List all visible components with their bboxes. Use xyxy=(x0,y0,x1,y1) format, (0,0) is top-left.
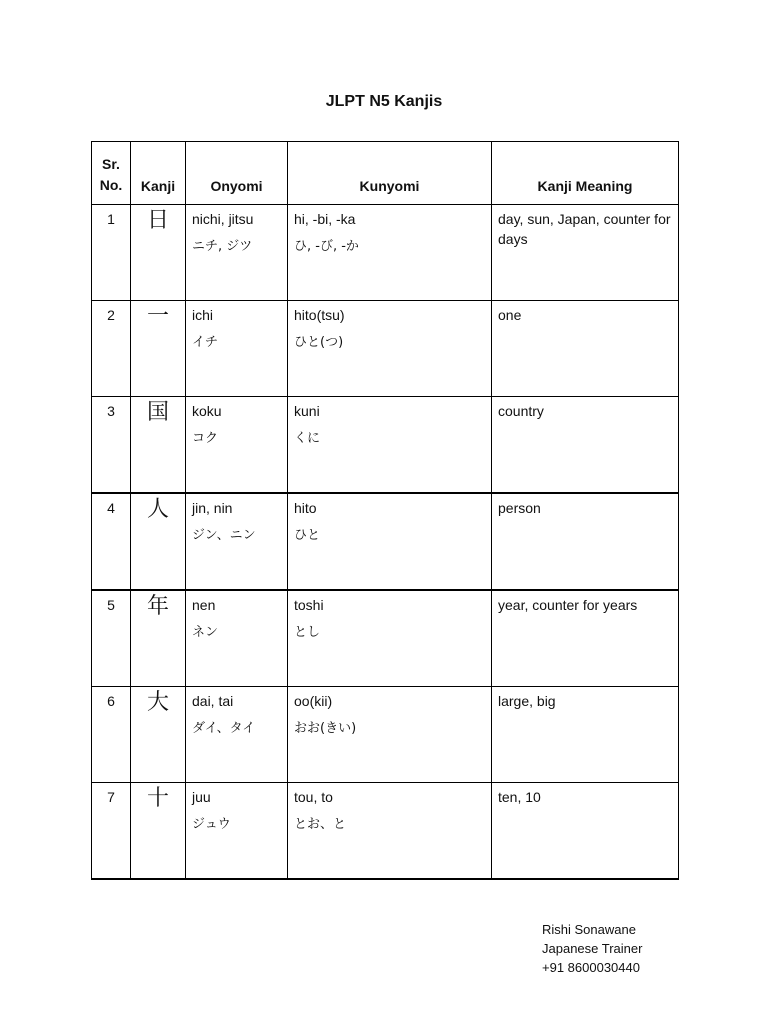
kunyomi-cell xyxy=(288,783,492,880)
kanji-table xyxy=(91,141,679,880)
meaning-cell: one xyxy=(492,301,679,397)
onyomi-kana: コク xyxy=(192,431,219,446)
kanji-character: 人 xyxy=(131,493,186,590)
kanji-character: 大 xyxy=(131,687,186,783)
onyomi-kana: ネン xyxy=(192,625,219,640)
kunyomi-kana: くに xyxy=(294,431,321,446)
kunyomi-cell xyxy=(288,301,492,397)
onyomi-romaji: nen xyxy=(192,597,216,613)
kunyomi-kana: ひと(つ) xyxy=(294,335,344,350)
table-header-row xyxy=(92,142,679,205)
header-sr-no xyxy=(92,142,131,205)
kunyomi-romaji: toshi xyxy=(294,597,324,613)
header-onyomi: Onyomi xyxy=(186,142,288,205)
sr-number: 3 xyxy=(92,397,131,494)
kanji-character: 一 xyxy=(131,301,186,397)
sr-number: 2 xyxy=(92,301,131,397)
table-row xyxy=(92,205,679,301)
onyomi-cell xyxy=(186,590,288,687)
sr-number: 1 xyxy=(92,205,131,301)
kunyomi-cell xyxy=(288,205,492,301)
kunyomi-kana: とし xyxy=(294,625,321,640)
onyomi-cell xyxy=(186,783,288,880)
sr-number: 6 xyxy=(92,687,131,783)
author-phone: +91 8600030440 xyxy=(542,960,640,975)
onyomi-romaji: jin, nin xyxy=(192,500,233,516)
author-signature xyxy=(542,920,642,977)
onyomi-cell xyxy=(186,205,288,301)
sr-number: 7 xyxy=(92,783,131,880)
kunyomi-kana: ひ, -び, -か xyxy=(294,239,359,254)
onyomi-kana: ダイ、タイ xyxy=(192,721,256,736)
onyomi-romaji: juu xyxy=(192,789,211,805)
onyomi-kana: ジュウ xyxy=(192,817,231,832)
table-row xyxy=(92,397,679,494)
meaning-cell: large, big xyxy=(492,687,679,783)
kunyomi-cell xyxy=(288,590,492,687)
onyomi-kana: ニチ, ジツ xyxy=(192,239,253,254)
onyomi-romaji: nichi, jitsu xyxy=(192,211,254,227)
table-row xyxy=(92,687,679,783)
kunyomi-romaji: oo(kii) xyxy=(294,693,333,709)
sr-number: 4 xyxy=(92,493,131,590)
meaning-cell: country xyxy=(492,397,679,494)
kanji-character: 年 xyxy=(131,590,186,687)
header-kanji: Kanji xyxy=(131,142,186,205)
meaning-cell: ten, 10 xyxy=(492,783,679,880)
kanji-character: 十 xyxy=(131,783,186,880)
kunyomi-kana: とお、と xyxy=(294,817,347,832)
meaning-cell: person xyxy=(492,493,679,590)
onyomi-kana: イチ xyxy=(192,335,219,350)
kunyomi-kana: おお(きい) xyxy=(294,721,357,736)
onyomi-cell xyxy=(186,687,288,783)
onyomi-cell xyxy=(186,301,288,397)
kunyomi-cell xyxy=(288,397,492,494)
onyomi-romaji: dai, tai xyxy=(192,693,234,709)
kanji-character: 国 xyxy=(131,397,186,494)
table-row xyxy=(92,590,679,687)
kunyomi-romaji: hito(tsu) xyxy=(294,307,345,323)
header-sr-line2: No. xyxy=(99,177,123,193)
kunyomi-romaji: hito xyxy=(294,500,317,516)
onyomi-kana: ジン、ニン xyxy=(192,528,256,543)
kunyomi-cell xyxy=(288,687,492,783)
table-row xyxy=(92,783,679,880)
onyomi-cell xyxy=(186,493,288,590)
author-role: Japanese Trainer xyxy=(542,941,643,956)
onyomi-cell xyxy=(186,397,288,494)
kunyomi-romaji: hi, -bi, -ka xyxy=(294,211,356,227)
header-meaning: Kanji Meaning xyxy=(492,142,679,205)
kunyomi-romaji: kuni xyxy=(294,403,320,419)
onyomi-romaji: ichi xyxy=(192,307,214,323)
sr-number: 5 xyxy=(92,590,131,687)
table-row xyxy=(92,301,679,397)
kunyomi-romaji: tou, to xyxy=(294,789,333,805)
kunyomi-cell xyxy=(288,493,492,590)
header-sr-line1: Sr. xyxy=(102,156,120,172)
page-title: JLPT N5 Kanjis xyxy=(325,93,443,110)
header-kunyomi: Kunyomi xyxy=(288,142,492,205)
author-name: Rishi Sonawane xyxy=(542,922,636,937)
table-row xyxy=(92,493,679,590)
meaning-cell: year, counter for years xyxy=(492,590,679,687)
meaning-cell: day, sun, Japan, counter for days xyxy=(492,205,679,301)
kanji-character: 日 xyxy=(131,205,186,301)
onyomi-romaji: koku xyxy=(192,403,222,419)
kunyomi-kana: ひと xyxy=(294,528,321,543)
